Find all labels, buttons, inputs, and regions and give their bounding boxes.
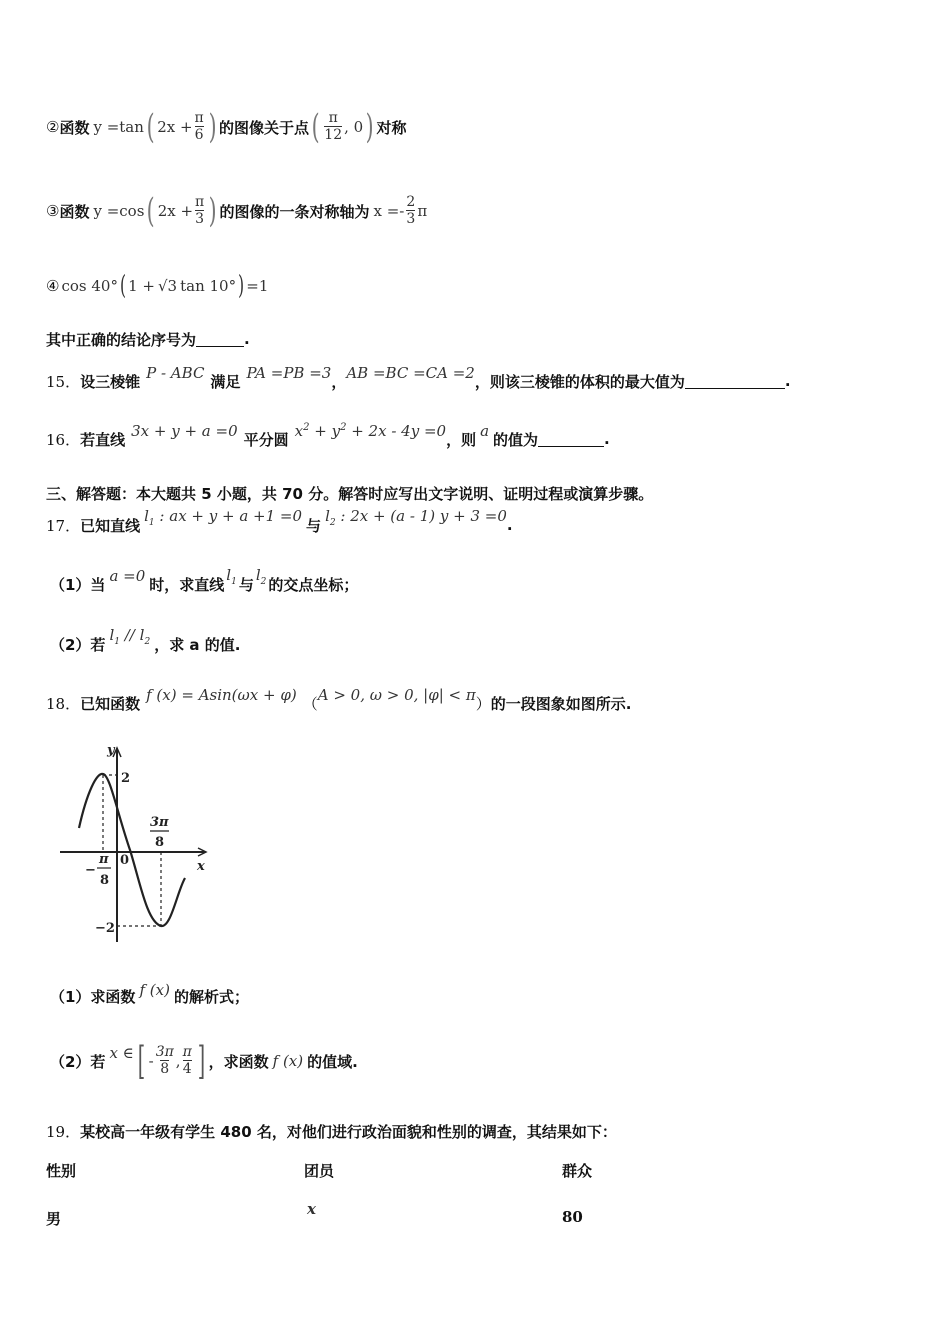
- right-paren: ): [208, 107, 217, 147]
- part-mid: 时，求直线: [149, 575, 225, 594]
- item-middle: 的图像的一条对称轴为: [219, 202, 370, 221]
- left-paren: (: [146, 107, 155, 147]
- question-number: 19．: [46, 1122, 81, 1141]
- answer-blank[interactable]: [538, 432, 604, 447]
- one-plus: 1 +: [128, 277, 155, 295]
- equation-2: AB =BC =CA =2: [346, 364, 475, 382]
- question-18: [46, 686, 631, 720]
- table-header: 性别: [46, 1162, 77, 1180]
- origin-label: 0: [120, 853, 130, 868]
- neg-sign: -: [148, 1052, 154, 1070]
- question-end: .: [604, 430, 610, 448]
- condition: a =0: [109, 567, 146, 585]
- part-tail: 的值域.: [307, 1052, 358, 1071]
- item-tail: 对称: [376, 118, 407, 137]
- table-header: 群众: [562, 1162, 593, 1180]
- table-header: 团员: [304, 1162, 335, 1180]
- cos-expression: y =cos: [93, 202, 145, 220]
- question-lead: 已知函数: [80, 694, 141, 713]
- summary-line: [46, 328, 250, 350]
- line-l1: $l_1$ : ax + y + a +1 =0: [144, 506, 303, 528]
- y-max-label: 2: [121, 771, 131, 786]
- x-neg-bot: 8: [100, 873, 110, 888]
- x-pos-bot: 8: [155, 835, 165, 850]
- pi-over-3: $\frac{\pi}{3}$: [195, 194, 205, 227]
- question-number: 16．: [46, 430, 81, 449]
- tan-expression: y =tan: [93, 118, 144, 136]
- item-number: ③: [46, 202, 60, 220]
- tan-10: tan 10°: [180, 277, 237, 295]
- equation-1: PA =PB =3: [246, 364, 332, 382]
- connector: 与: [238, 575, 254, 594]
- two-thirds: $\frac{2}{3}$: [406, 194, 416, 227]
- question-18-part-1: [50, 980, 249, 1012]
- question-ask: ，则该三棱锥的体积的最大值为: [474, 372, 685, 391]
- sqrt-3: √3: [157, 277, 178, 295]
- line-l2: $l_2$: [255, 565, 267, 587]
- point-left-paren: (: [311, 107, 320, 147]
- part-label: （1）求函数: [50, 987, 136, 1006]
- question-lead: 已知直线: [80, 516, 141, 535]
- item-lead: 函数: [59, 118, 90, 137]
- question-ask: ，则: [446, 430, 477, 449]
- axis-expression: x =-: [373, 202, 405, 220]
- part-mid: ，求函数: [208, 1052, 269, 1071]
- question-end: .: [506, 516, 513, 534]
- inner-expression: 2x +: [157, 118, 193, 136]
- circle-equation: $x^2 + y^2 + 2x - 4y =0$: [294, 422, 447, 440]
- left-paren: (: [147, 191, 156, 231]
- table-cell: x: [307, 1200, 316, 1218]
- table-cell: 男: [46, 1210, 62, 1228]
- answer-blank[interactable]: [196, 332, 244, 347]
- summary-end: .: [244, 330, 250, 348]
- x-in: x ∈: [109, 1044, 134, 1062]
- question-cond: 满足: [210, 372, 241, 391]
- part-label: （2）若: [50, 1052, 106, 1071]
- equals-one: =1: [246, 277, 269, 295]
- item-lead: 函数: [59, 202, 90, 221]
- function-ref: f (x): [272, 1052, 304, 1070]
- section-heading: [46, 482, 653, 504]
- part-label: （2）若: [50, 635, 106, 654]
- answer-blank[interactable]: [685, 374, 785, 389]
- function-ref: f (x): [139, 981, 170, 999]
- summary-text: 其中正确的结论序号为: [46, 330, 197, 349]
- pi-over-6: $\frac{\pi}{6}$: [194, 110, 204, 143]
- question-number: 15．: [46, 372, 81, 391]
- x-neg-sign: −: [85, 863, 96, 878]
- x-label: x: [197, 859, 205, 874]
- sine-curve: [79, 774, 185, 926]
- question-17-part-2: [50, 625, 241, 660]
- point-right-paren: ): [365, 107, 374, 147]
- connector: 与: [306, 516, 322, 535]
- question-number: 17．: [46, 516, 81, 535]
- line-equation: 3x + y + a =0: [131, 422, 238, 440]
- part-tail: 的解析式；: [173, 987, 249, 1006]
- question-18-part-2: [50, 1036, 358, 1086]
- line-l2: $l_2$ : 2x + (a - 1) y + 3 =0: [325, 506, 507, 528]
- cos-40: cos 40°: [61, 277, 118, 295]
- item-middle: 的图像关于点: [219, 118, 310, 137]
- statement-2: [46, 104, 406, 150]
- comma: ,: [175, 1052, 181, 1070]
- question-17-part-1: [50, 565, 359, 600]
- item-number: ④: [46, 277, 60, 295]
- question-lead: 设三棱锥: [80, 372, 141, 391]
- right-paren: ）: [475, 694, 491, 713]
- line-l1: $l_1$: [226, 565, 237, 587]
- question-number: 18．: [46, 694, 81, 713]
- y-label: y: [107, 743, 115, 758]
- question-17: [46, 508, 513, 542]
- part-label: （1）当: [50, 575, 106, 594]
- item-number: ②: [46, 118, 60, 136]
- statement-4: [46, 268, 268, 304]
- left-bracket: [: [137, 1039, 145, 1083]
- neg-3pi-8: $\frac{3\pi}{8}$: [155, 1044, 174, 1077]
- pi-symbol: π: [417, 202, 428, 220]
- question-end: .: [784, 372, 791, 390]
- question-lead: 若直线: [80, 430, 126, 449]
- parallel-condition: $l_1 // l_2$: [109, 625, 151, 647]
- left-paren: （: [302, 694, 318, 713]
- table-cell: 80: [562, 1208, 583, 1226]
- inner-expression: 2x +: [157, 202, 194, 220]
- question-ask-2: 的值为: [493, 430, 539, 449]
- x-pos-top: 3π: [150, 815, 169, 830]
- parameter-conditions: A > 0, ω > 0, |φ| < π: [317, 686, 476, 704]
- separator: ，: [331, 372, 347, 391]
- question-mid: 平分圆: [243, 430, 289, 449]
- pi-over-4: $\frac{\pi}{4}$: [182, 1044, 192, 1077]
- pi-over-12: $\frac{\pi}{12}$: [324, 110, 343, 143]
- variable-a: a: [480, 422, 490, 440]
- y-min-label: −2: [95, 921, 115, 936]
- question-19: [46, 1120, 617, 1142]
- right-paren: ): [238, 271, 245, 301]
- question-15: [46, 366, 791, 396]
- sine-graph: [55, 742, 225, 947]
- left-paren: (: [119, 271, 127, 301]
- statement-3: [46, 188, 427, 234]
- x-neg-top: π: [99, 852, 109, 867]
- section-text: 三、解答题：本大题共 5 小题，共 70 分。解答时应写出文字说明、证明过程或演算步骤。: [46, 484, 654, 503]
- part-tail: ，求 a 的值.: [154, 635, 241, 654]
- part-tail: 的交点坐标；: [268, 575, 359, 594]
- function-definition: f (x) = Asin(ωx + φ): [146, 686, 297, 704]
- point-zero: , 0: [344, 118, 364, 136]
- question-text: 某校高一年级有学生 480 名，对他们进行政治面貌和性别的调查，其结果如下：: [80, 1122, 617, 1141]
- question-16: [46, 424, 610, 454]
- pyramid-name: P - ABC: [146, 364, 205, 382]
- right-paren: ): [208, 191, 217, 231]
- question-tail: 的一段图象如图所示.: [490, 694, 632, 713]
- right-bracket: ]: [197, 1039, 205, 1083]
